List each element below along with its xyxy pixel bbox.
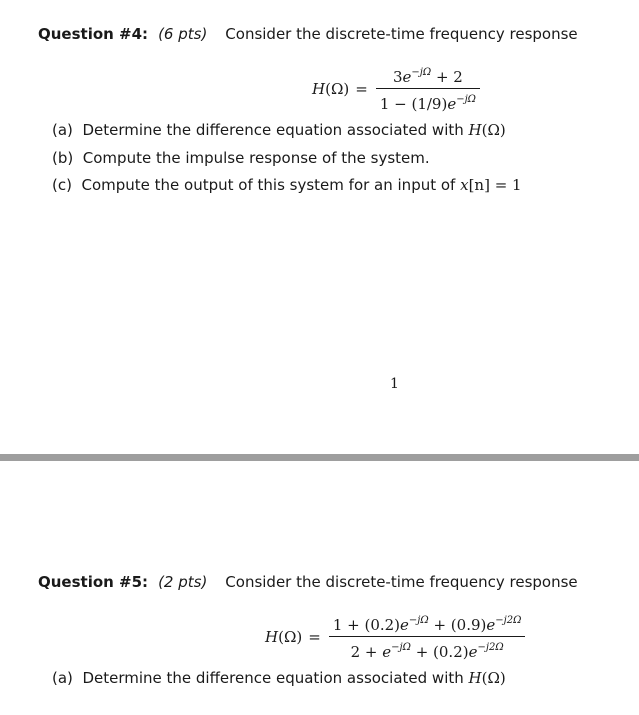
- part-label: (a): [52, 669, 73, 687]
- question-5-part-a: (a) Determine the difference equation associated with H(Ω): [52, 669, 506, 687]
- fraction-bar: [376, 88, 480, 89]
- part-text: Compute the impulse response of the system.: [82, 149, 430, 167]
- part-label: (c): [52, 176, 72, 194]
- question-4-header: [38, 25, 578, 43]
- question-5-intro: Consider the discrete-time frequency response: [225, 573, 578, 591]
- part-label: (a): [52, 121, 73, 139]
- part-text: Determine the difference equation associated with: [82, 121, 469, 139]
- page-separator: [0, 454, 639, 461]
- transfer-fraction: [376, 63, 480, 114]
- question-4-part-a: (a) Determine the difference equation associated with H(Ω): [52, 121, 506, 139]
- fraction-denominator: $1 - (1/9)e^{-j\Omega}$: [379, 94, 476, 113]
- transfer-fraction: [329, 611, 526, 662]
- question-5-equation: [265, 611, 525, 662]
- question-5-label: Question #5:: [38, 573, 149, 591]
- fraction-numerator: $1 + (0.2)e^{-j\Omega} + (0.9)e^{-j2\Omega}$: [332, 615, 522, 634]
- part-label: (b): [52, 149, 74, 167]
- fraction-denominator: $2 + e^{-j\Omega} + (0.2)e^{-j2\Omega}$: [350, 642, 504, 661]
- question-4-equation: [312, 63, 480, 114]
- equation-lhs: H(Ω): [265, 627, 303, 646]
- question-4-intro: Consider the discrete-time frequency response: [225, 25, 578, 43]
- fraction-bar: [329, 636, 526, 637]
- question-4-part-b: [52, 149, 430, 167]
- question-5-header: [38, 573, 578, 591]
- fraction-numerator: $3e^{-j\Omega} + 2$: [392, 67, 463, 86]
- question-4-points: (6 pts): [158, 25, 208, 43]
- equation-lhs: H(Ω): [312, 79, 350, 98]
- part-text: Compute the output of this system for an input of: [81, 176, 461, 194]
- question-4-part-c: (c) Compute the output of this system for an input of x[n] = 1: [52, 176, 522, 194]
- question-5-points: (2 pts): [158, 573, 208, 591]
- part-text: Determine the difference equation associated with: [82, 669, 469, 687]
- equals-sign: =: [308, 627, 321, 646]
- equals-sign: =: [355, 79, 368, 98]
- question-4-label: Question #4:: [38, 25, 149, 43]
- page-number: 1: [390, 376, 399, 392]
